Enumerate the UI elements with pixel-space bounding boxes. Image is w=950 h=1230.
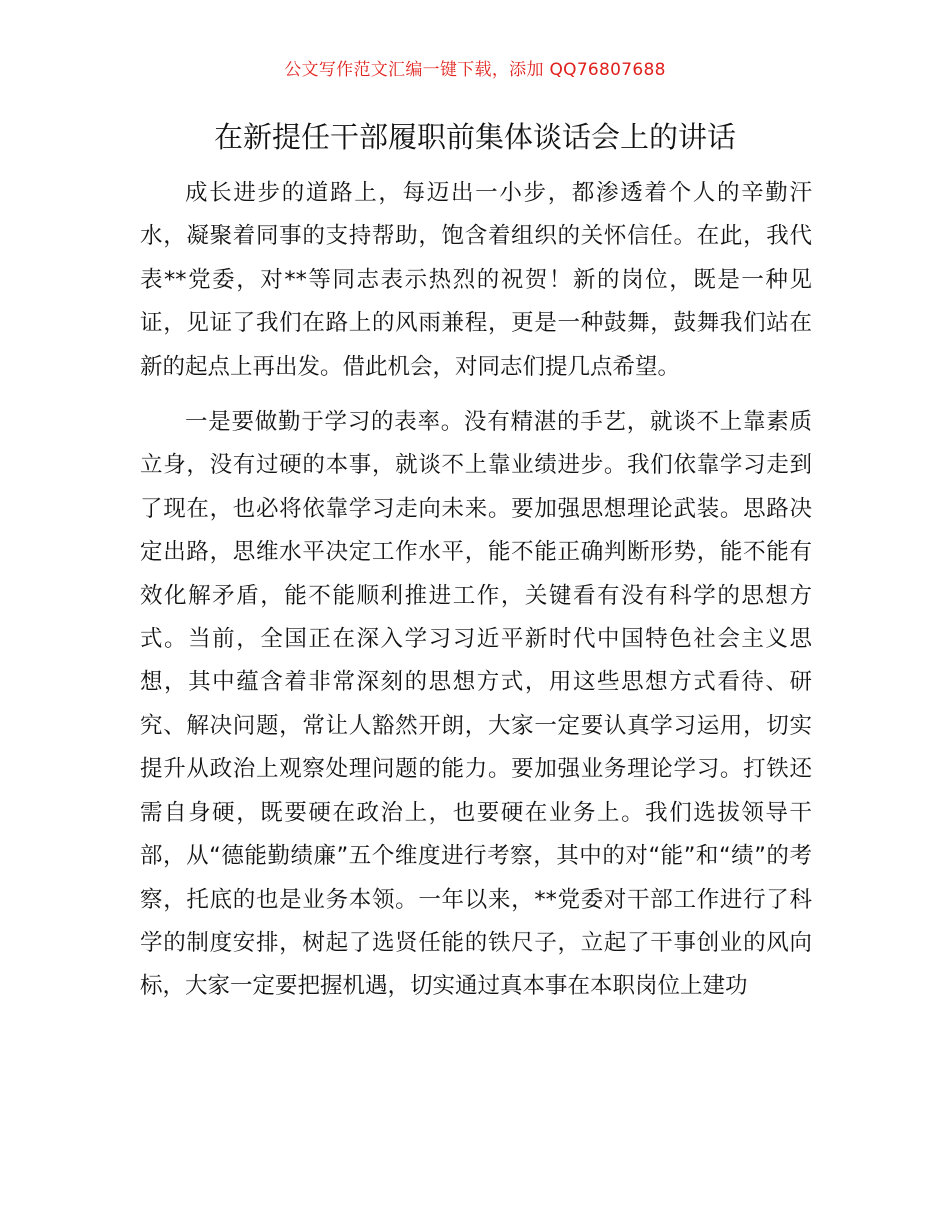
paragraph-point-one: 一是要做勤于学习的表率。没有精湛的手艺，就谈不上靠素质立身，没有过硬的本事，就谈不上靠业绩进步。我们依靠学习走到了现在，也必将依靠学习走向未来。要加强思想理论武装。思路决定出路，思维水平决定工作水平，能不能正确判断形势，能不能有效化解矛盾，能不能顺利推进工作，关键看有没有科学的思想方式。当前，全国正在深入学习习近平新时代中国特色社会主义思想，其中蕴含着非常深刻的思想方式，用这些思想方式看待、研究、解决问题，常让人豁然开朗，大家一定要认真学习运用，切实提升从政治上观察处理问题的能力。要加强业务理论学习。打铁还需自身硬，既要硬在政治上，也要硬在业务上。我们选拔领导干部，从“德能勤绩廉”五个维度进行考察，其中的对“能”和“绩”的考察，托底的也是业务本领。一年以来，**党委对干部工作进行了科学的制度安排，树起了选贤任能的铁尺子，立起了干事创业的风向标，大家一定要把握机遇，切实通过真本事在本职岗位上建功 (140, 409, 812, 1000)
paragraph-opening: 成长进步的道路上，每迈出一小步，都渗透着个人的辛勤汗水，凝聚着同事的支持帮助，饱含着组织的关怀信任。在此，我代表**党委，对**等同志表示热烈的祝贺！新的岗位，既是一种见证，见证了我们在路上的风雨兼程，更是一种鼓舞，鼓舞我们站在新的起点上再出发。借此机会，对同志们提几点希望。 (140, 180, 812, 380)
document-title: 在新提任干部履职前集体谈话会上的讲话 (213, 120, 736, 154)
document-body (140, 172, 812, 1021)
download-promo-note: 公文写作范文汇编一键下载，添加 QQ76807688 (284, 60, 666, 80)
